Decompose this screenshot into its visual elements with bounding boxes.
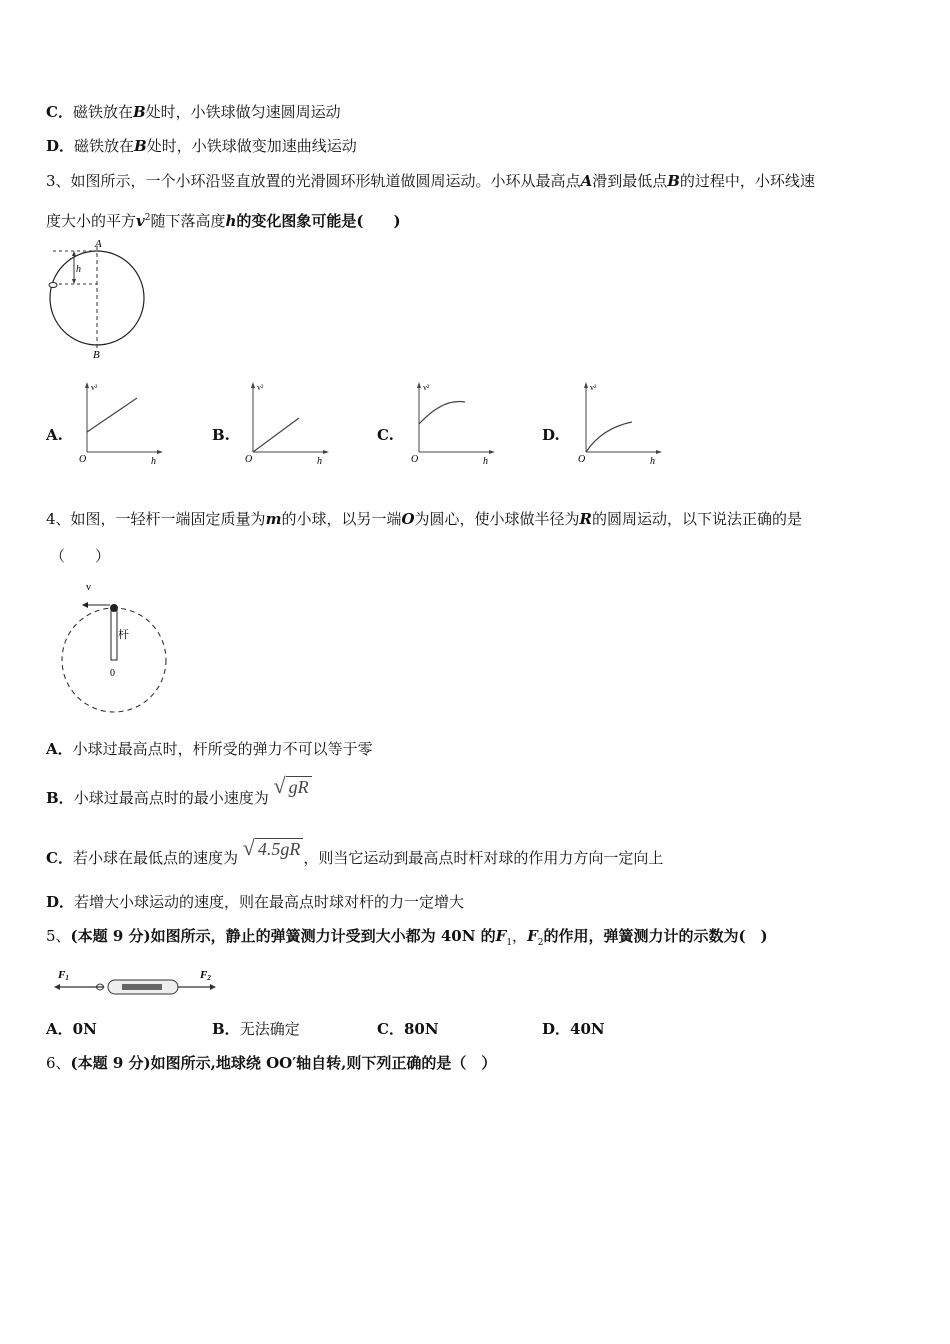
small-ring — [49, 283, 57, 288]
graph-b-curve — [253, 418, 299, 452]
q5-option-c: C．80N — [377, 1020, 439, 1038]
q5-option-d: D．40N — [542, 1020, 605, 1038]
svg-text:O: O — [411, 454, 419, 465]
svg-text:h: h — [151, 456, 156, 467]
q4-option-d: D．若增大小球运动的速度，则在最高点时球对杆的力一定增大 — [46, 893, 465, 911]
svg-text:h: h — [483, 456, 488, 467]
svg-text:v²: v² — [257, 383, 264, 392]
q3-option-b-label: B. — [212, 426, 230, 444]
q5-option-a: A．0N — [46, 1020, 97, 1038]
svg-text:O: O — [578, 454, 586, 465]
svg-text:h: h — [650, 456, 655, 467]
q3-option-a-label: A. — [46, 426, 63, 444]
q5-option-b: B．无法确定 — [212, 1020, 300, 1038]
q4-option-b: B．小球过最高点时的最小速度为 √ gR — [46, 786, 312, 808]
q5-spring-scale-figure — [50, 964, 222, 1000]
svg-text:F1: F1 — [58, 969, 69, 982]
q2-option-d: D．磁铁放在B处时，小铁球做变加速曲线运动 — [46, 137, 357, 155]
label-v: v — [86, 582, 91, 593]
q5-stem: 5、(本题 9 分)如图所示，静止的弹簧测力计受到大小都为 40N 的$F_1$，$F_2$的作用，弹簧测力计的示数为( ) — [46, 927, 768, 948]
svg-text:F2: F2 — [200, 969, 211, 982]
label-A: A — [95, 238, 102, 250]
q4-paren: （ ） — [50, 547, 111, 565]
q3-option-c-label: C. — [377, 426, 394, 444]
graph-d-curve — [586, 422, 632, 452]
q2-option-c: C．磁铁放在B处时，小铁球做匀速圆周运动 — [46, 103, 341, 121]
q3-graph-a — [75, 380, 165, 468]
q4-rod-figure — [58, 578, 170, 718]
label-h: h — [76, 264, 81, 275]
q3-circle-figure — [40, 236, 160, 362]
svg-text:O: O — [79, 454, 87, 465]
rod — [111, 608, 117, 660]
svg-text:v²: v² — [91, 383, 98, 392]
graph-a-curve — [87, 398, 137, 432]
q3-graph-d — [574, 380, 664, 468]
q3-stem-line2: 度大小的平方$v^2$随下落高度h的变化图象可能是( ) — [46, 212, 401, 230]
q6-stem: 6、(本题 9 分)如图所示,地球绕 OO′轴自转,则下列正确的是（ ） — [46, 1054, 497, 1072]
svg-text:h: h — [317, 456, 322, 467]
svg-text:v²: v² — [423, 383, 430, 392]
q3-option-d-label: D. — [542, 426, 560, 444]
q4-option-a: A．小球过最高点时，杆所受的弹力不可以等于零 — [46, 740, 373, 758]
label-center: 0 — [110, 668, 115, 679]
sqrt-gR: √ gR — [273, 776, 311, 797]
q4-option-c: C．若小球在最低点的速度为 √ 4.5gR ，则当它运动到最高点时杆对球的作用力方向一定向上 — [46, 835, 664, 867]
svg-text:O: O — [245, 454, 253, 465]
graph-c-curve — [419, 401, 465, 424]
label-B: B — [93, 349, 100, 361]
label-rod: 杆 — [118, 629, 129, 641]
q3-graph-c — [407, 380, 497, 468]
q3-graph-b — [241, 380, 331, 468]
sqrt-4-5gR: √ 4.5gR — [243, 838, 304, 859]
q4-stem: 4、如图，一轻杆一端固定质量为m的小球，以另一端O为圆心，使小球做半径为R的圆周运动，以下说法正确的是 — [46, 510, 803, 528]
q3-stem-line1: 3、如图所示，一个小环沿竖直放置的光滑圆环形轨道做圆周运动。小环从最高点A滑到最低点B的过程中，小环线速 — [46, 172, 815, 190]
ball — [110, 604, 118, 612]
svg-text:v²: v² — [590, 383, 597, 392]
